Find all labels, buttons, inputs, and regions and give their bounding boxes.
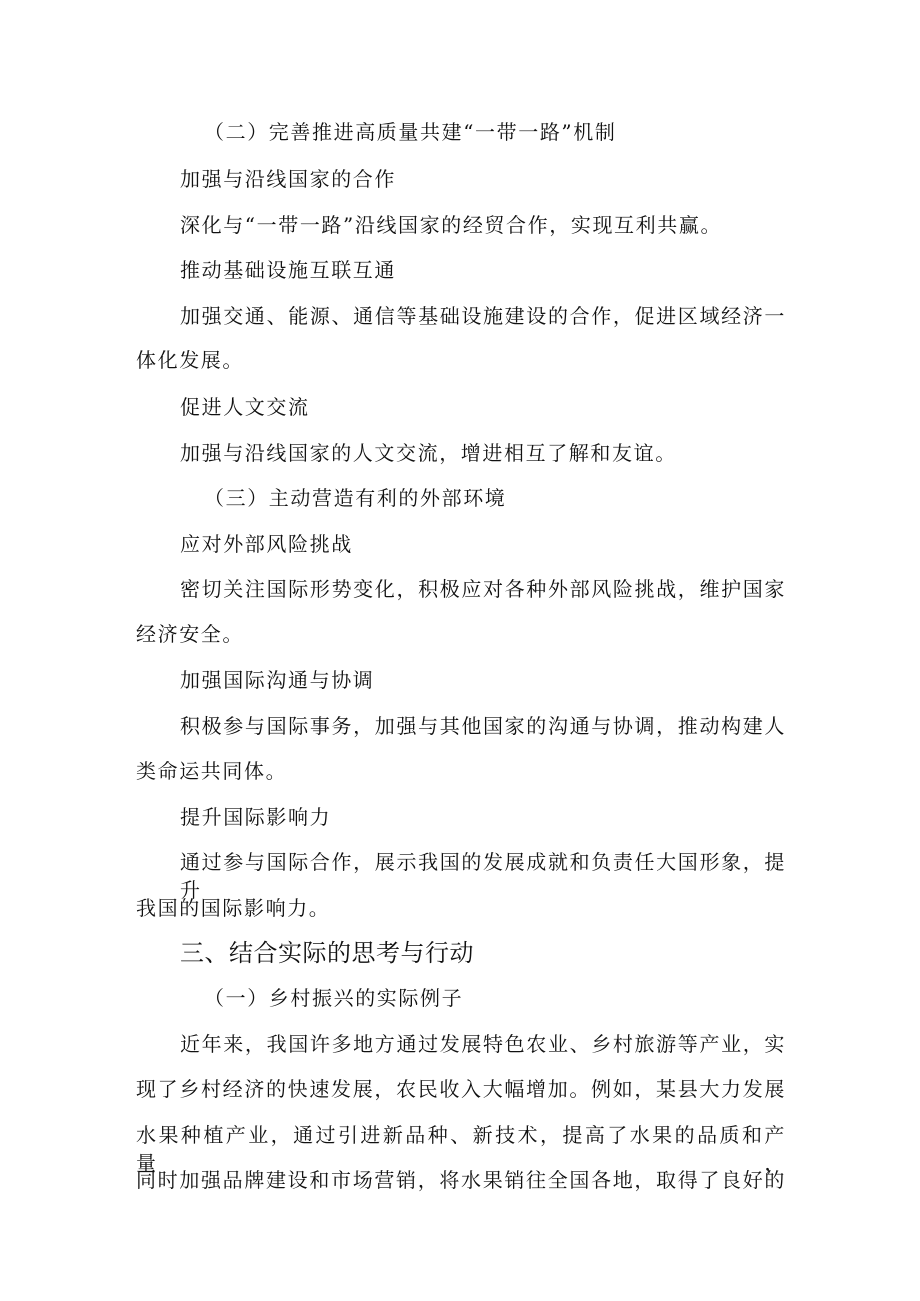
subsection-heading-2: （二）完善推进高质量共建“一带一路”机制 <box>204 120 617 144</box>
item-heading: 推动基础设施互联互通 <box>180 258 396 282</box>
paragraph-line: 通过参与国际合作，展示我国的发展成就和负责任大国形象，提升 <box>180 850 786 902</box>
subsection-heading-3: （三）主动营造有利的外部环境 <box>204 486 507 510</box>
item-heading: 加强与沿线国家的合作 <box>180 167 396 191</box>
item-heading: 加强国际沟通与协调 <box>180 668 375 692</box>
paragraph-line: 深化与“一带一路”沿线国家的经贸合作，实现互利共赢。 <box>180 213 723 237</box>
item-heading: 应对外部风险挑战 <box>180 532 353 556</box>
subsection-heading-1: （一）乡村振兴的实际例子 <box>204 986 464 1010</box>
section-heading: 三、结合实际的思考与行动 <box>180 939 474 967</box>
paragraph-line: 我国的国际影响力。 <box>136 896 331 920</box>
paragraph-line: 类命运共同体。 <box>136 759 288 783</box>
item-heading: 提升国际影响力 <box>180 805 332 829</box>
paragraph-line: 同时加强品牌建设和市场营销，将水果销往全国各地，取得了良好的 <box>136 1168 786 1192</box>
paragraph-line: 加强与沿线国家的人文交流，增进相互了解和友谊。 <box>180 441 677 465</box>
paragraph-line: 经济安全。 <box>136 622 244 646</box>
paragraph-line: 水果种植产业，通过引进新品种、新技术，提高了水果的品质和产量， <box>136 1123 786 1175</box>
paragraph-line: 现了乡村经济的快速发展，农民收入大幅增加。例如，某县大力发展 <box>136 1077 786 1101</box>
paragraph-line: 近年来，我国许多地方通过发展特色农业、乡村旅游等产业，实 <box>180 1032 786 1056</box>
item-heading: 促进人文交流 <box>180 395 310 419</box>
paragraph-line: 密切关注国际形势变化，积极应对各种外部风险挑战，维护国家 <box>180 577 786 601</box>
paragraph-line: 体化发展。 <box>136 348 244 372</box>
paragraph-line: 积极参与国际事务，加强与其他国家的沟通与协调，推动构建人 <box>180 714 786 738</box>
paragraph-line: 加强交通、能源、通信等基础设施建设的合作，促进区域经济一 <box>180 304 786 328</box>
